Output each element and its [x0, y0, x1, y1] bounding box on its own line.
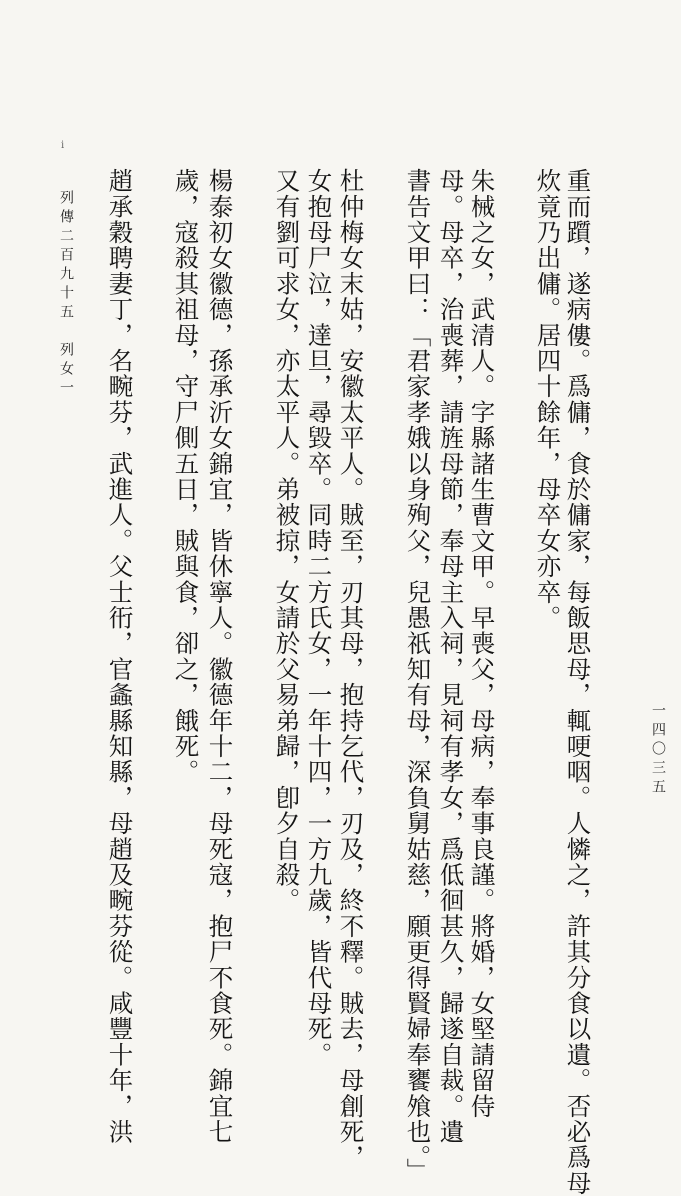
- page-number: 一四〇三五: [650, 703, 666, 798]
- running-title: 列傳二百九十五 列女一: [58, 190, 74, 399]
- text-column-1: 重而躓，遂病僂。爲傭，食於傭家，每飯思母，輒哽咽。人憐之，許其分食以遺。否必爲母: [563, 168, 593, 1196]
- text-column-4: 母。母卒，治喪葬，請旌母節，奉母主入祠，見祠有孝女，爲低徊甚久，歸遂自裁。遺: [436, 168, 466, 1145]
- text-column-10: 歲，寇殺其祖母，守尸側五日，賊與食，卻之，餓死。: [171, 168, 201, 785]
- margin-mark: i: [61, 140, 65, 151]
- text-column-6: 杜仲梅女末姑，安徽太平人。賊至，刃其母，抱持乞代，刃及，終不釋。賊去，母創死，: [336, 168, 366, 1171]
- text-column-5: 書告文甲曰：「君家孝娥以身殉父，兒愚祇知有母，深負舅姑慈，願更得賢婦奉饔飧也。」: [403, 168, 433, 1184]
- text-column-11: 趙承穀聘妻丁，名畹芬，武進人。父士衎，官螽縣知縣，母趙及畹芬從。咸豐十年，洪: [105, 168, 135, 1145]
- text-column-7: 女抱母尸泣，達旦，尋毀卒。同時二方氏女，一年十四，一方九歲，皆代母死。: [304, 168, 334, 1068]
- text-column-8: 又有劉可求女，亦太平人。弟被掠，女請於父易弟歸，卽夕自殺。: [272, 168, 302, 914]
- text-column-3: 朱械之女，武清人。字縣諸生曹文甲。早喪父，母病，奉事良謹。將婚，女堅請留侍: [467, 168, 497, 1119]
- text-column-9: 楊泰初女徽德，孫承沂女錦宜，皆休寧人。徽德年十二，母死寇，抱尸不食死。錦宜七: [205, 168, 235, 1145]
- text-column-2: 炊竟乃出傭。居四十餘年，母卒女亦卒。: [533, 168, 563, 631]
